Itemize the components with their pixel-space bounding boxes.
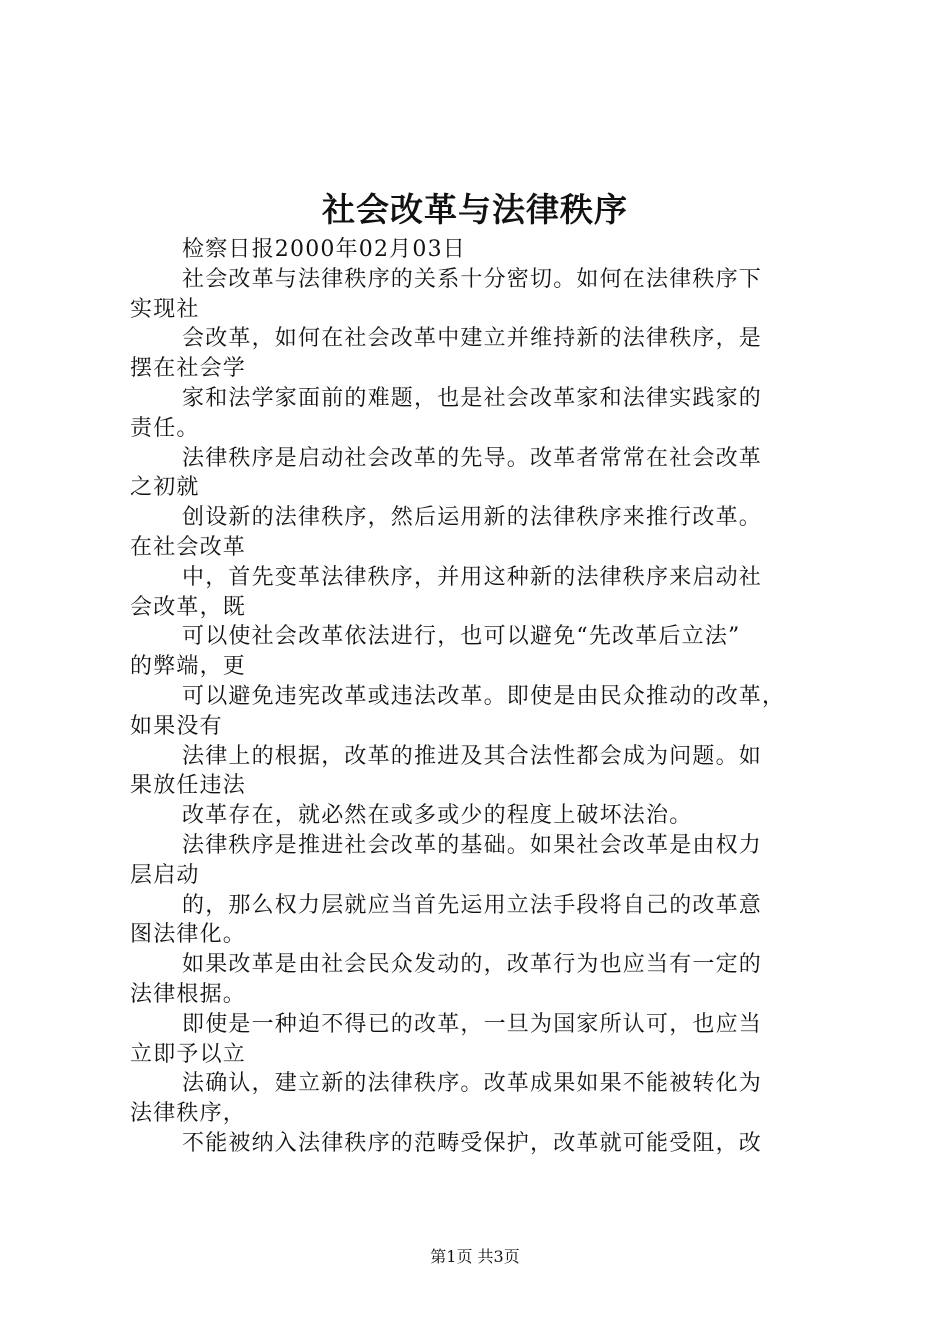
body-line: 法律秩序是启动社会改革的先导。改革者常常在社会改革	[182, 445, 763, 471]
body-line: 可以避免违宪改革或违法改革。即使是由民众推动的改革，	[182, 683, 786, 709]
body-line: 之初就	[130, 475, 200, 501]
body-line: 在社会改革	[130, 534, 247, 560]
body-line: 创设新的法律秩序，然后运用新的法律秩序来推行改革。	[182, 505, 763, 531]
body-line: 不能被纳入法律秩序的范畴受保护，改革就可能受阻，改	[182, 1130, 763, 1156]
body-line: 检察日报2000年02月03日	[182, 237, 466, 262]
body-line: 的弊端，更	[130, 654, 247, 680]
body-line: 会改革，如何在社会改革中建立并维持新的法律秩序，是	[182, 326, 763, 352]
body-line: 家和法学家面前的难题，也是社会改革家和法律实践家的	[182, 385, 763, 411]
body-line: 法律根据。	[130, 981, 247, 1007]
body-line: 如果改革是由社会民众发动的，改革行为也应当有一定的	[182, 952, 763, 978]
body-line: 的，那么权力层就应当首先运用立法手段将自己的改革意	[182, 892, 763, 918]
body-line: 层启动	[130, 862, 200, 888]
page-footer: 第1页 共3页	[430, 1247, 520, 1266]
body-line: 即使是一种迫不得已的改革，一旦为国家所认可，也应当	[182, 1011, 763, 1037]
body-line: 责任。	[130, 415, 200, 441]
document-body	[130, 235, 850, 1159]
body-line: 如果没有	[130, 713, 223, 739]
body-line: 中，首先变革法律秩序，并用这种新的法律秩序来启动社	[182, 564, 763, 590]
body-line: 图法律化。	[130, 922, 247, 948]
body-line: 可以使社会改革依法进行，也可以避免“先改革后立法”	[182, 624, 741, 650]
body-line: 法律上的根据，改革的推进及其合法性都会成为问题。如	[182, 743, 763, 769]
body-line: 会改革，既	[130, 594, 247, 620]
document-title: 社会改革与法律秩序	[322, 190, 628, 229]
body-line: 立即予以立	[130, 1041, 247, 1067]
body-line: 实现社	[130, 296, 200, 322]
body-line: 法确认，建立新的法律秩序。改革成果如果不能被转化为	[182, 1071, 763, 1097]
body-line: 法律秩序是推进社会改革的基础。如果社会改革是由权力	[182, 832, 763, 858]
body-line: 法律秩序，	[130, 1101, 247, 1127]
body-line: 社会改革与法律秩序的关系十分密切。如何在法律秩序下	[182, 266, 763, 292]
body-line: 改革存在，就必然在或多或少的程度上破坏法治。	[182, 803, 693, 829]
body-line: 果放任违法	[130, 773, 247, 799]
body-line: 摆在社会学	[130, 356, 247, 382]
